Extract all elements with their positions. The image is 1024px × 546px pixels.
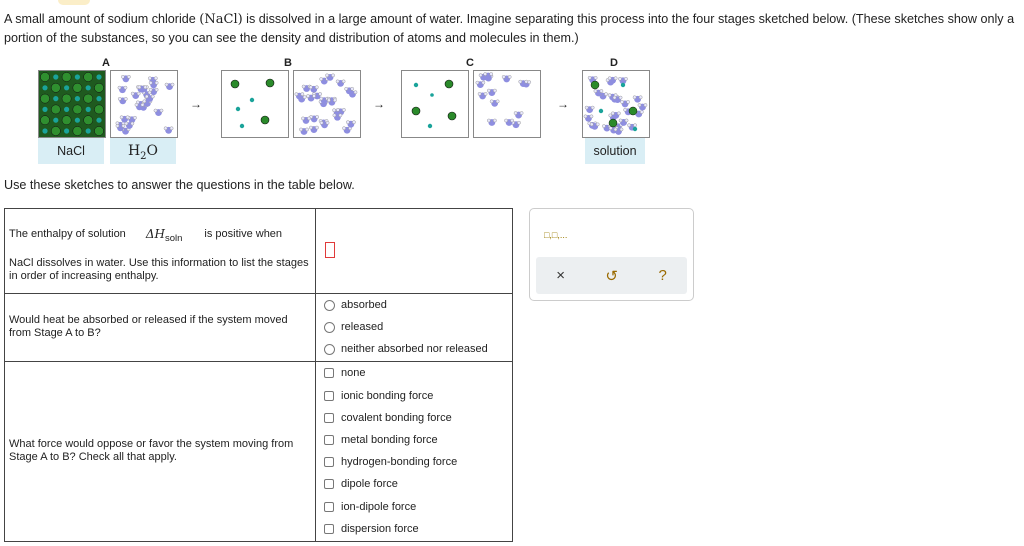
stage-label-a: A <box>102 57 110 69</box>
q3-option-ionic[interactable]: ionic bonding force <box>316 385 512 407</box>
tag-h2o: $H_2O$ <box>110 138 176 164</box>
stage-c-water-sketch <box>473 70 541 138</box>
stage-label-c: C <box>466 57 474 69</box>
problem-statement: A small amount of sodium chloride (NaCl) is dissolved in a large amount of water. Imagine separating this process into the four stages sketched below. (These sketches show only a portion of the substances, so you can see the density and distribution of atoms and molecules in them.) <box>4 12 1015 45</box>
undo-icon[interactable]: ↺ <box>605 267 618 285</box>
tag-solution: solution <box>585 138 645 164</box>
q2-option-neither[interactable]: neither absorbed nor released <box>316 338 512 360</box>
q3-option-ion-dipole[interactable]: ion-dipole force <box>316 495 512 517</box>
panel-action-bar <box>536 257 687 294</box>
checkbox[interactable] <box>324 479 334 489</box>
q3-option-dispersion[interactable]: dispersion force <box>316 518 512 540</box>
stage-d-solution-sketch <box>582 70 650 138</box>
q3-option-metal[interactable]: metal bonding force <box>316 429 512 451</box>
q1-answer-cell[interactable] <box>316 209 513 294</box>
checkbox[interactable] <box>324 435 334 445</box>
arrow-b-c: → <box>373 97 385 111</box>
stage-b-water-sketch <box>293 70 361 138</box>
stage-c-ions-sketch <box>401 70 469 138</box>
checkbox[interactable] <box>324 413 334 423</box>
stage-label-d: D <box>610 57 618 69</box>
checkbox[interactable] <box>324 457 334 467</box>
q3-prompt: What force would oppose or favor the system moving from Stage A to B? Check all that apply. <box>5 361 316 541</box>
q2-option-absorbed[interactable]: absorbed <box>316 294 512 316</box>
order-answer-input[interactable] <box>325 242 335 258</box>
stage-label-b: B <box>284 57 292 69</box>
checkbox[interactable] <box>324 502 334 512</box>
checkbox[interactable] <box>324 368 334 378</box>
q3-option-none[interactable]: none <box>316 362 512 384</box>
q2-prompt: Would heat be absorbed or released if the system moved from Stage A to B? <box>5 294 316 362</box>
q2-options <box>316 294 513 362</box>
arrow-a-b: → <box>190 97 202 111</box>
q3-option-hydrogen[interactable]: hydrogen-bonding force <box>316 451 512 473</box>
close-icon[interactable]: × <box>556 267 565 284</box>
checkbox[interactable] <box>324 391 334 401</box>
nacl-formula: (NaCl) <box>199 12 243 27</box>
top-highlight <box>58 0 90 5</box>
q3-option-covalent[interactable]: covalent bonding force <box>316 407 512 429</box>
answer-tool-panel <box>529 208 694 301</box>
instructions: Use these sketches to answer the questions in the table below. <box>4 178 355 192</box>
list-template-button[interactable]: □,□,... <box>544 230 568 240</box>
q1-prompt: The enthalpy of solution ΔH soln is positive when NaCl dissolves in water. Use this information to list the stages in order of increasing enthalpy. <box>5 209 316 294</box>
q3-option-dipole[interactable]: dipole force <box>316 473 512 495</box>
radio-button[interactable] <box>324 300 335 311</box>
checkbox[interactable] <box>324 524 334 534</box>
question-table <box>4 208 513 542</box>
q3-options <box>316 361 513 541</box>
stage-b-ions-sketch <box>221 70 289 138</box>
q2-option-released[interactable]: released <box>316 316 512 338</box>
help-icon[interactable]: ? <box>658 267 667 284</box>
arrow-c-d: → <box>557 97 569 111</box>
stage-a-nacl-sketch <box>38 70 106 138</box>
stage-a-water-sketch <box>110 70 178 138</box>
radio-button[interactable] <box>324 344 335 355</box>
tag-nacl: NaCl <box>38 138 104 164</box>
radio-button[interactable] <box>324 322 335 333</box>
